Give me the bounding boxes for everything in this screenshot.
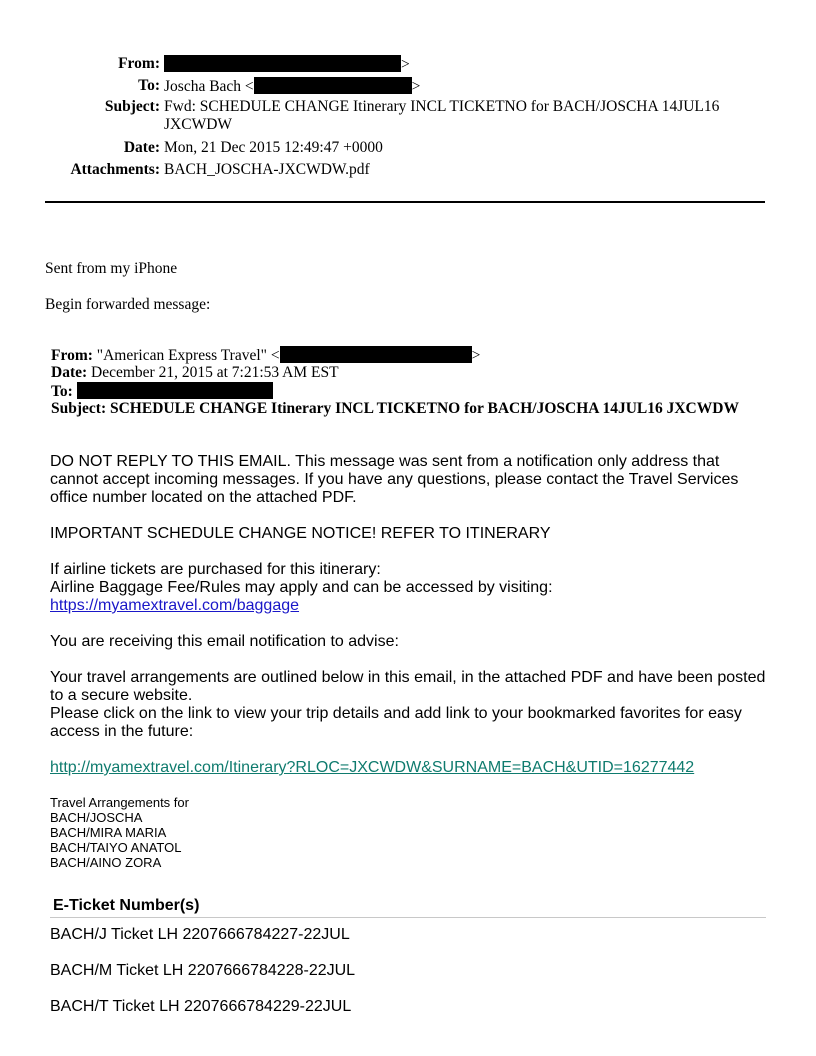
fwd-date-label: Date: (51, 364, 88, 381)
fwd-to-label: To: (51, 383, 73, 400)
arrangements-line: Your travel arrangements are outlined below in this email, in the attached PDF and have been posted to a secure website. (50, 669, 766, 704)
itinerary-link-row (50, 759, 775, 777)
no-reply-paragraph: DO NOT REPLY TO THIS EMAIL. This message was sent from a notification only address that cannot accept incoming messages. If you have any questions, please contact the Travel Services office number located on the attached PDF. (50, 453, 739, 506)
header-divider (45, 201, 765, 203)
eticket-section-divider (50, 917, 766, 918)
subject-label: Subject: (104, 98, 160, 115)
fwd-from-label: From: (51, 347, 93, 364)
baggage-paragraph (50, 561, 775, 615)
to-value: Joscha Bach < > (164, 78, 421, 95)
fwd-from-row: From: "American Express Travel" < > (51, 347, 481, 364)
redacted-block (280, 346, 472, 363)
eticket-item: BACH/M Ticket LH 2207666784228-22JUL (50, 962, 356, 979)
baggage-line-2: Airline Baggage Fee/Rules may apply and can be accessed by visiting: (50, 579, 553, 596)
travel-arrangements-paragraph (50, 669, 775, 741)
traveler-name: BACH/TAIYO ANATOL (50, 840, 182, 855)
subject-value: Fwd: SCHEDULE CHANGE Itinerary INCL TICKETNO for BACH/JOSCHA 14JUL16 JXCWDW (164, 98, 720, 133)
fwd-to-row (51, 382, 791, 400)
from-label: From: (118, 55, 160, 72)
travelers-heading: Travel Arrangements for (50, 795, 189, 810)
fwd-subject-row (51, 400, 791, 418)
fwd-subject-value: SCHEDULE CHANGE Itinerary INCL TICKETNO for BACH/JOSCHA 14JUL16 JXCWDW (109, 400, 739, 417)
begin-forwarded-text: Begin forwarded message: (45, 296, 211, 313)
attachments-label: Attachments: (70, 161, 160, 178)
eticket-item: BACH/T Ticket LH 2207666784229-22JUL (50, 998, 352, 1015)
baggage-line-1: If airline tickets are purchased for this itinerary: (50, 561, 381, 578)
date-label: Date: (123, 139, 160, 156)
redacted-block (164, 55, 401, 72)
to-label: To: (138, 77, 160, 94)
traveler-name: BACH/MIRA MARIA (50, 825, 167, 840)
baggage-link[interactable]: https://myamextravel.com/baggage (50, 597, 300, 614)
fwd-from-name: "American Express Travel" < (96, 347, 280, 364)
fwd-subject-label: Subject: (51, 400, 107, 417)
forwarded-header (51, 346, 791, 418)
eticket-section-title: E-Ticket Number(s) (53, 897, 200, 914)
traveler-name: BACH/JOSCHA (50, 810, 143, 825)
traveler-name: BACH/AINO ZORA (50, 855, 162, 870)
redacted-block (77, 382, 273, 399)
advise-paragraph: You are receiving this email notification to advise: (50, 633, 399, 650)
fwd-date-value: December 21, 2015 at 7:21:53 AM EST (91, 364, 339, 381)
schedule-change-notice: IMPORTANT SCHEDULE CHANGE NOTICE! REFER TO ITINERARY (50, 525, 551, 542)
fwd-date-row (51, 364, 791, 382)
eticket-item: BACH/J Ticket LH 2207666784227-22JUL (50, 926, 350, 943)
sent-from-text: Sent from my iPhone (45, 260, 178, 277)
itinerary-link[interactable]: http://myamextravel.com/Itinerary?RLOC=JXCWDW&SURNAME=BACH&UTID=16277442 (50, 759, 695, 776)
date-value: Mon, 21 Dec 2015 12:49:47 +0000 (164, 139, 383, 156)
click-link-line: Please click on the link to view your trip details and add link to your bookmarked favorites for easy access in the future: (50, 705, 742, 740)
attachment-file[interactable]: BACH_JOSCHA-JXCWDW.pdf (164, 161, 370, 178)
redacted-block (254, 77, 412, 94)
travelers-block (50, 795, 189, 870)
from-value: > (164, 55, 754, 74)
